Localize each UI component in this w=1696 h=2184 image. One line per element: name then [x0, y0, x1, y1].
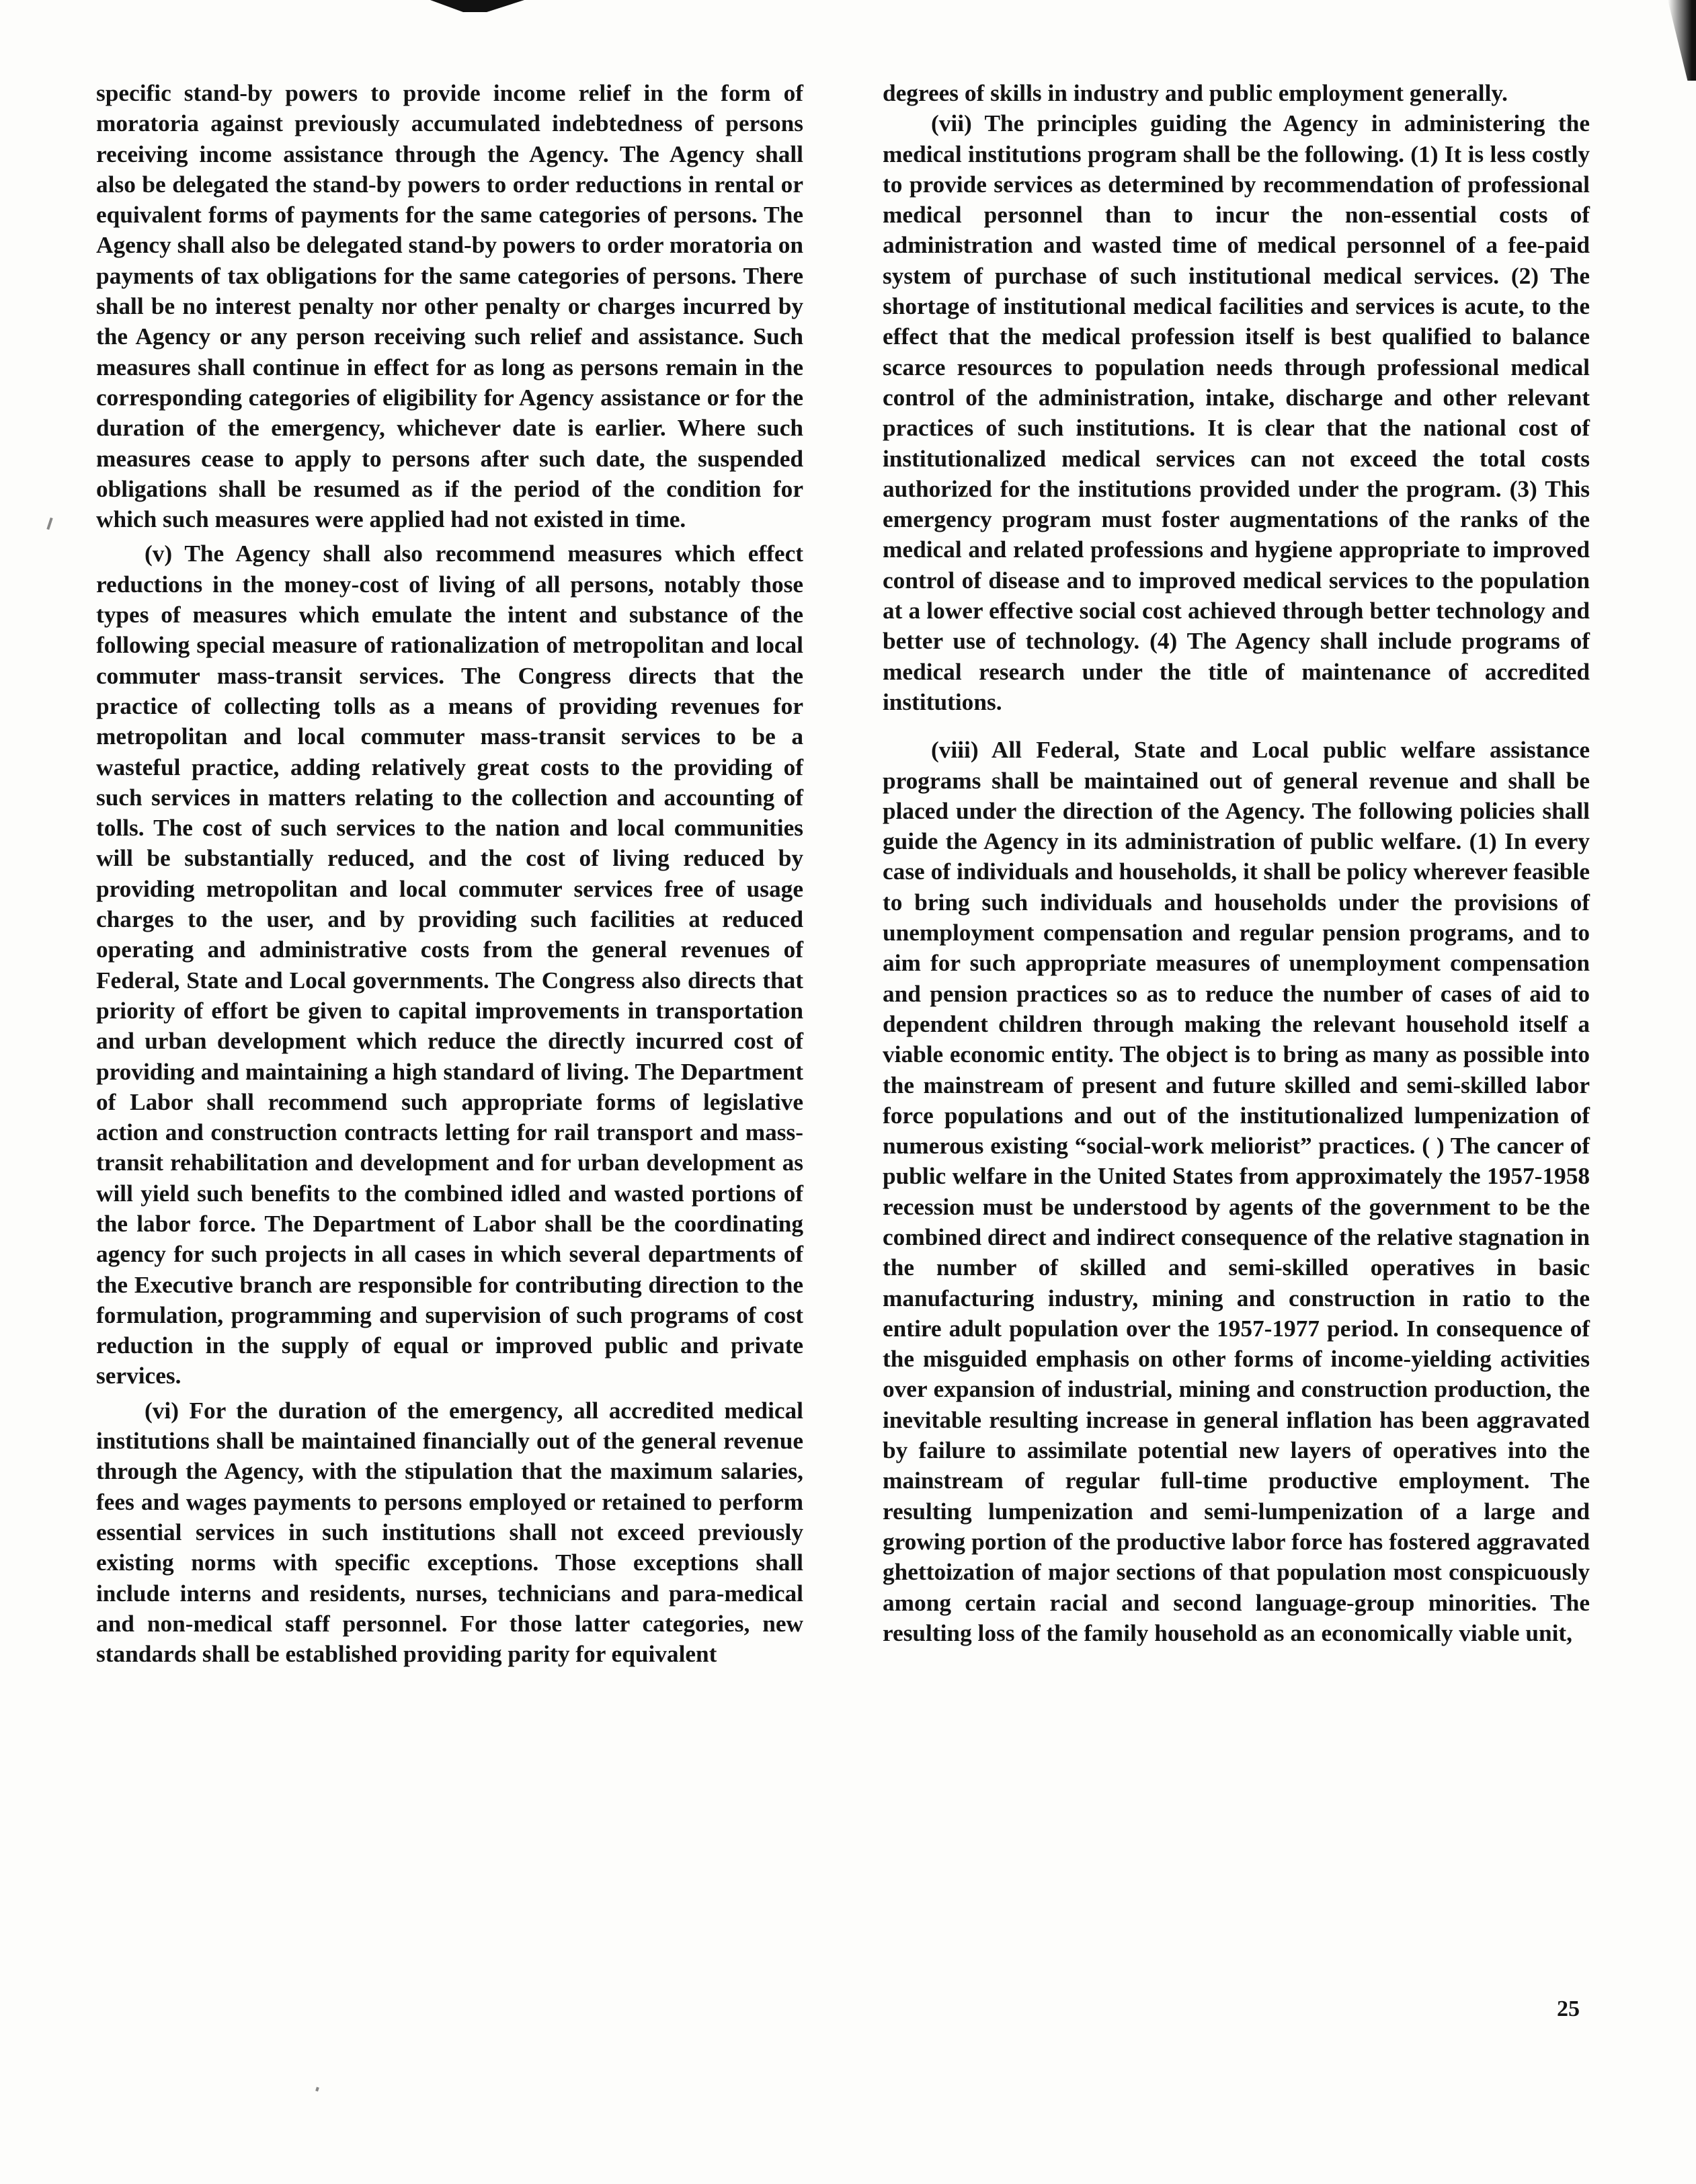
- scan-speck: [315, 2087, 319, 2092]
- right-paragraph-2: (vii) The principles guiding the Agency in administering the medical institutions program shall be the following. (1) It is less costly to provide services as determined by recommendation of professional medical personnel than to incur the non-essential costs of administration and wasted time of medical personnel of a fee-paid system of purchase of such institutional medical services. (2) The shortage of institutional medical facilities and services is acute, to the effect that the medical profession itself is best qualified to balance scarce resources to population needs through professional medical control of the administration, intake, discharge and other relevant practices of such institutions. It is clear that the national cost of institutionalized medical services can not exceed the total costs authorized for the institutions provided under the program. (3) This emergency program must foster augmentations of the ranks of the medical and related professions and hygiene appropriate to improved control of disease and to improved medical services to the population at a lower effective social cost achieved through better technology and better use of technology. (4) The Agency shall include programs of medical research under the title of maintenance of accredited institutions.: [883, 110, 1590, 715]
- scan-artifact-top: [430, 0, 524, 12]
- left-paragraph-1: specific stand-by powers to provide income relief in the form of moratoria against previously accumulated indebtedness of persons receiving income assistance through the Agency. The Agency shall also be delegated the stand-by powers to order reductions in rental or equivalent forms of payments for the same categories of persons. The Agency shall also be delegated stand-by powers to order moratoria on payments of tax obligations for the same categories of persons. There shall be no interest penalty nor other penalty or charges incurred by the Agency or any person receiving such relief and assistance. Such measures shall continue in effect for as long as persons remain in the corresponding categories of eligibility for Agency assistance or for the duration of the emergency, whichever date is earlier. Where such measures cease to apply to persons after such date, the suspended obligations shall be resumed as if the period of the condition for which such measures were applied had not existed in time.: [96, 80, 803, 533]
- scan-artifact-right-edge: [1668, 0, 1696, 81]
- right-text-column: [883, 78, 1590, 1648]
- scan-speck: [46, 518, 52, 530]
- left-text-column: [96, 78, 803, 1669]
- page-number: 25: [1557, 1996, 1580, 2021]
- right-paragraph-1: degrees of skills in industry and public employment generally.: [883, 80, 1508, 106]
- right-paragraph-3: (viii) All Federal, State and Local public welfare assistance programs shall be maintained out of general revenue and shall be placed under the direction of the Agency. The following policies shall guide the Agency in its administration of public welfare. (1) In every case of individuals and households, it shall be policy wherever feasible to bring such individuals and households under the provisions of unemployment compensation and regular pension programs, and to aim for such appropriate measures of unemployment compensation and pension practices so as to reduce the number of cases of aid to dependent children through making the relevant household itself a viable economic entity. The object is to bring as many as possible into the mainstream of present and future skilled and semi-skilled labor force populations and out of the institutionalized lumpenization of numerous existing “social-work meliorist” practices. ( ) The cancer of public welfare in the United States from approximately the 1957-1958 recession must be understood by agents of the government to be the combined direct and indirect consequence of the relative stagnation in the number of skilled and semi-skilled operatives in basic manufacturing industry, mining and construction in ratio to the entire adult population over the 1957-1977 period. In consequence of the misguided emphasis on other forms of income-yielding activities over expansion of industrial, mining and construction production, the inevitable resulting increase in general inflation has been aggravated by failure to assimilate potential new layers of operatives into the mainstream of regular full-time productive employment. The resulting lumpenization and semi-lumpenization of a large and growing portion of the productive labor force has fostered aggravated ghettoization of major sections of that population most conspicuously among certain racial and second language-group minorities. The resulting loss of the family household as an economically viable unit,: [883, 737, 1590, 1646]
- left-paragraph-2: (v) The Agency shall also recommend measures which effect reductions in the money-cost of living of all persons, notably those types of measures which emulate the intent and substance of the following special measure of rationalization of metropolitan and local commuter mass-transit services. The Congress directs that the practice of collecting tolls as a means of providing revenues for metropolitan and local commuter mass-transit services to be a wasteful practice, adding relatively great costs to the providing of such services in matters relating to the collection and accounting of tolls. The cost of such services to the nation and local communities will be substantially reduced, and the cost of living reduced by providing metropolitan and local commuter services free of usage charges to the user, and by providing such facilities at reduced operating and administrative costs from the general revenues of Federal, State and Local governments. The Congress also directs that priority of effort be given to capital improvements in transportation and urban development which reduce the directly incurred cost of providing and maintaining a high standard of living. The Department of Labor shall recommend such appropriate forms of legislative action and construction contracts letting for rail transport and mass-transit rehabilitation and development and for urban development as will yield such benefits to the combined idled and wasted portions of the labor force. The Department of Labor shall be the coordinating agency for such projects in all cases in which several departments of the Executive branch are responsible for contributing direction to the formulation, programming and supervision of such programs of cost reduction in the supply of equal or improved public and private services.: [96, 540, 803, 1389]
- left-paragraph-3: (vi) For the duration of the emergency, all accredited medical institutions shall be maintained financially out of the general revenue through the Agency, with the stipulation that the maximum salaries, fees and wages payments to persons employed or retained to perform essential services in such institutions shall not exceed previously existing norms with specific exceptions. Those exceptions shall include interns and residents, nurses, technicians and para-medical and non-medical staff personnel. For those latter categories, new standards shall be established providing parity for equivalent: [96, 1397, 803, 1668]
